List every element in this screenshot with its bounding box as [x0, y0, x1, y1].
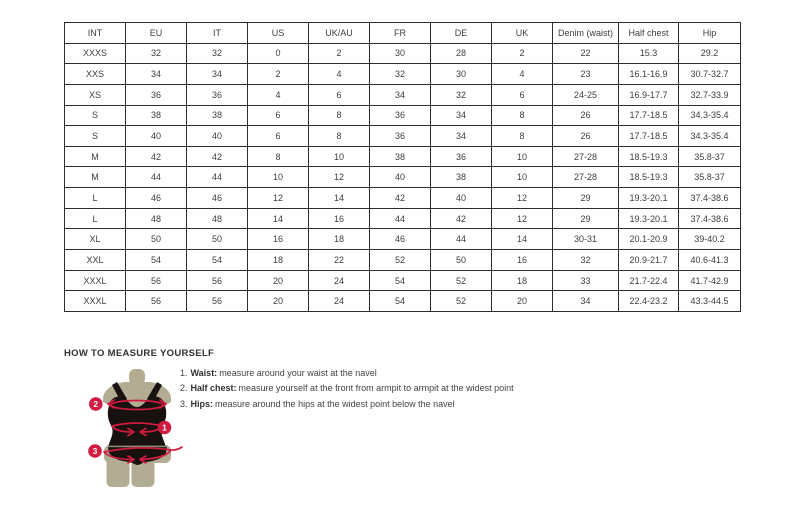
instruction-half-chest [180, 384, 514, 393]
table-cell: 35.8-37 [679, 146, 741, 167]
table-cell: 38 [187, 105, 248, 126]
table-cell: 4 [492, 64, 553, 85]
table-cell: 20.1-20.9 [619, 229, 679, 250]
header-row [65, 23, 741, 44]
table-cell: 20 [492, 291, 553, 312]
column-header: Half chest [619, 23, 679, 44]
table-cell: 12 [492, 188, 553, 209]
table-cell: S [65, 105, 126, 126]
instruction-hips [180, 400, 514, 409]
table-cell: 6 [309, 84, 370, 105]
table-cell: 38 [431, 167, 492, 188]
measurement-figure-illustration [82, 366, 198, 498]
table-cell: 36 [431, 146, 492, 167]
table-head [65, 23, 741, 44]
table-cell: 56 [187, 291, 248, 312]
table-row [65, 229, 741, 250]
table-cell: 42 [431, 208, 492, 229]
table-row [65, 64, 741, 85]
table-cell: 54 [126, 250, 187, 271]
table-cell: 32.7-33.9 [679, 84, 741, 105]
table-cell: 54 [370, 270, 431, 291]
table-cell: 46 [187, 188, 248, 209]
table-row [65, 270, 741, 291]
table-cell: 34 [126, 64, 187, 85]
column-header: FR [370, 23, 431, 44]
table-cell: 26 [553, 105, 619, 126]
table-cell: 56 [187, 270, 248, 291]
table-cell: 40 [126, 126, 187, 147]
table-cell: 16 [248, 229, 309, 250]
table-cell: 29 [553, 188, 619, 209]
table-cell: 46 [370, 229, 431, 250]
table-cell: 12 [309, 167, 370, 188]
table-cell: 56 [126, 270, 187, 291]
table-cell: 37.4-38.6 [679, 208, 741, 229]
table-cell: 24 [309, 291, 370, 312]
table-cell: 44 [370, 208, 431, 229]
table-cell: 36 [126, 84, 187, 105]
instruction-label: Half chest: [190, 383, 237, 394]
table-cell: 52 [431, 291, 492, 312]
table-row [65, 84, 741, 105]
briefs-waistband [108, 446, 167, 448]
table-cell: 2 [309, 43, 370, 64]
size-table [64, 22, 741, 312]
table-cell: 14 [492, 229, 553, 250]
table-cell: 12 [492, 208, 553, 229]
table-cell: 27-28 [553, 167, 619, 188]
table-cell: 50 [126, 229, 187, 250]
table-cell: 21.7-22.4 [619, 270, 679, 291]
table-cell: 37.4-38.6 [679, 188, 741, 209]
table-cell: 18 [492, 270, 553, 291]
table-cell: 42 [126, 146, 187, 167]
table-cell: L [65, 188, 126, 209]
table-cell: 50 [431, 250, 492, 271]
table-row [65, 146, 741, 167]
table-cell: 24-25 [553, 84, 619, 105]
table-cell: 30 [370, 43, 431, 64]
table-cell: 36 [187, 84, 248, 105]
table-cell: XXXS [65, 43, 126, 64]
table-cell: 42 [187, 146, 248, 167]
table-cell: 48 [187, 208, 248, 229]
table-cell: XXS [65, 64, 126, 85]
table-cell: 32 [553, 250, 619, 271]
table-cell: 32 [187, 43, 248, 64]
column-header: UK [492, 23, 553, 44]
table-cell: 23 [553, 64, 619, 85]
table-cell: 54 [370, 291, 431, 312]
table-cell: 8 [309, 126, 370, 147]
table-row [65, 126, 741, 147]
table-cell: 32 [370, 64, 431, 85]
table-cell: 36 [370, 126, 431, 147]
table-cell: 44 [431, 229, 492, 250]
table-cell: 50 [187, 229, 248, 250]
table-cell: 4 [248, 84, 309, 105]
instruction-waist [180, 369, 514, 378]
table-row [65, 167, 741, 188]
table-cell: 24 [309, 270, 370, 291]
column-header: DE [431, 23, 492, 44]
table-cell: 18.5-19.3 [619, 167, 679, 188]
table-cell: 10 [492, 146, 553, 167]
table-cell: 34 [187, 64, 248, 85]
table-cell: XS [65, 84, 126, 105]
table-cell: 20 [248, 270, 309, 291]
table-cell: 2 [492, 43, 553, 64]
table-cell: 8 [492, 126, 553, 147]
table-cell: 17.7-18.5 [619, 105, 679, 126]
table-cell: 34.3-35.4 [679, 105, 741, 126]
table-cell: 2 [248, 64, 309, 85]
table-cell: 36 [370, 105, 431, 126]
table-cell: 33 [553, 270, 619, 291]
table-cell: 22 [553, 43, 619, 64]
table-cell: 40 [431, 188, 492, 209]
table-cell: 30 [431, 64, 492, 85]
table-cell: 38 [126, 105, 187, 126]
instruction-number: 2. [180, 383, 188, 394]
instruction-text: measure yourself at the front from armpit to armpit at the widest point [238, 383, 514, 394]
table-cell: S [65, 126, 126, 147]
table-cell: 48 [126, 208, 187, 229]
table-cell: XXL [65, 250, 126, 271]
column-header: UK/AU [309, 23, 370, 44]
table-cell: 0 [248, 43, 309, 64]
table-cell: 18 [248, 250, 309, 271]
table-cell: 8 [248, 146, 309, 167]
measure-instructions [180, 369, 514, 415]
table-cell: 54 [187, 250, 248, 271]
table-cell: 40 [187, 126, 248, 147]
table-cell: 18 [309, 229, 370, 250]
table-cell: 44 [187, 167, 248, 188]
table-cell: 16 [492, 250, 553, 271]
table-cell: 4 [309, 64, 370, 85]
table-cell: 20.9-21.7 [619, 250, 679, 271]
table-cell: 27-28 [553, 146, 619, 167]
table-cell: 40.6-41.3 [679, 250, 741, 271]
table-cell: 22.4-23.2 [619, 291, 679, 312]
column-header: IT [187, 23, 248, 44]
table-cell: 18.5-19.3 [619, 146, 679, 167]
instruction-label: Hips: [190, 398, 214, 409]
table-row [65, 291, 741, 312]
table-cell: 8 [492, 105, 553, 126]
table-cell: 10 [309, 146, 370, 167]
table-cell: 17.7-18.5 [619, 126, 679, 147]
table-cell: 22 [309, 250, 370, 271]
table-cell: 30-31 [553, 229, 619, 250]
table-cell: 39-40.2 [679, 229, 741, 250]
table-row [65, 43, 741, 64]
table-cell: 34 [431, 126, 492, 147]
table-cell: 35.8-37 [679, 167, 741, 188]
marker-waist-number: 1 [162, 422, 167, 433]
marker-hips-number: 3 [92, 446, 98, 456]
table-row [65, 208, 741, 229]
table-cell: 42 [370, 188, 431, 209]
table-cell: 16.9-17.7 [619, 84, 679, 105]
column-header: Hip [679, 23, 741, 44]
table-cell: XXXL [65, 270, 126, 291]
table-cell: 10 [248, 167, 309, 188]
instruction-label: Waist: [190, 368, 218, 378]
table-cell: 6 [248, 126, 309, 147]
table-cell: 26 [553, 126, 619, 147]
table-cell: 46 [126, 188, 187, 209]
table-cell: 38 [370, 146, 431, 167]
table-cell: XL [65, 229, 126, 250]
table-cell: 56 [126, 291, 187, 312]
table-cell: 14 [309, 188, 370, 209]
table-cell: 34.3-35.4 [679, 126, 741, 147]
instruction-text: measure around the hips at the widest point below the navel [215, 398, 455, 409]
table-cell: 43.3-44.5 [679, 291, 741, 312]
table-row [65, 250, 741, 271]
table-cell: 19.3-20.1 [619, 188, 679, 209]
table-cell: 15.3 [619, 43, 679, 64]
table-cell: 19.3-20.1 [619, 208, 679, 229]
table-cell: 52 [431, 270, 492, 291]
instruction-number: 1. [180, 368, 188, 378]
table-cell: 29.2 [679, 43, 741, 64]
table-cell: 32 [431, 84, 492, 105]
table-cell: 16.1-16.9 [619, 64, 679, 85]
table-cell: 40 [370, 167, 431, 188]
table-cell: 6 [492, 84, 553, 105]
mannequin-leg-left [107, 458, 130, 487]
column-header: US [248, 23, 309, 44]
table-cell: L [65, 208, 126, 229]
table-cell: 6 [248, 105, 309, 126]
instruction-number: 3. [180, 398, 188, 409]
table-cell: 34 [553, 291, 619, 312]
table-cell: 41.7-42.9 [679, 270, 741, 291]
table-row [65, 188, 741, 209]
column-header: EU [126, 23, 187, 44]
table-cell: 32 [126, 43, 187, 64]
table-cell: 10 [492, 167, 553, 188]
table-cell: M [65, 146, 126, 167]
table-cell: 20 [248, 291, 309, 312]
table-row [65, 105, 741, 126]
table-cell: 30.7-32.7 [679, 64, 741, 85]
table-cell: 8 [309, 105, 370, 126]
instruction-text: measure around your waist at the navel [219, 368, 377, 378]
table-cell: 52 [370, 250, 431, 271]
table-cell: 12 [248, 188, 309, 209]
column-header: INT [65, 23, 126, 44]
table-cell: 44 [126, 167, 187, 188]
column-header: Denim (waist) [553, 23, 619, 44]
table-cell: 34 [370, 84, 431, 105]
table-body [65, 43, 741, 311]
table-cell: M [65, 167, 126, 188]
table-cell: XXXL [65, 291, 126, 312]
table-cell: 28 [431, 43, 492, 64]
marker-chest-number: 2 [93, 399, 99, 409]
table-cell: 16 [309, 208, 370, 229]
table-cell: 34 [431, 105, 492, 126]
table-cell: 29 [553, 208, 619, 229]
table-cell: 14 [248, 208, 309, 229]
measure-heading: HOW TO MEASURE YOURSELF [64, 348, 215, 359]
